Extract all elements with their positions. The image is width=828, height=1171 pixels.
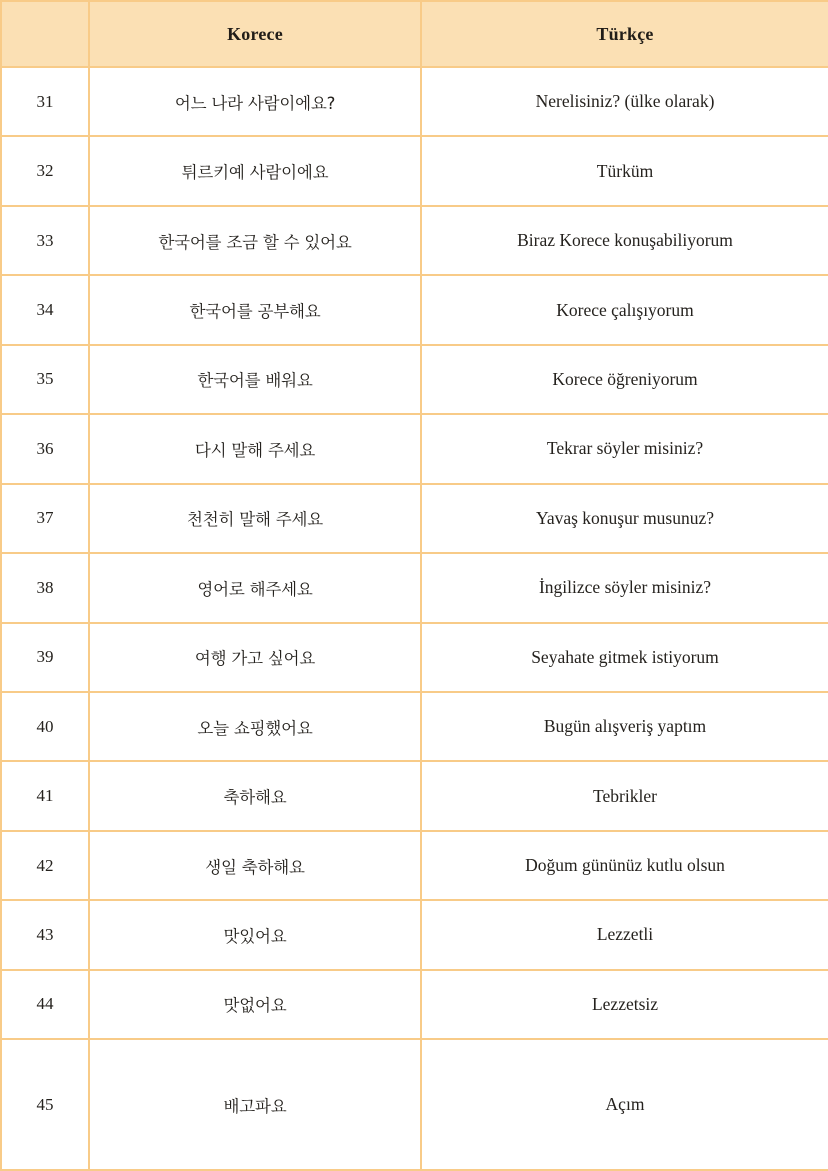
korean-cell: 축하해요 [89, 761, 421, 830]
row-number-cell: 43 [1, 900, 89, 969]
row-number-cell: 41 [1, 761, 89, 830]
turkish-cell: İngilizce söyler misiniz? [421, 553, 828, 622]
turkish-cell: Bugün alışveriş yaptım [421, 692, 828, 761]
turkish-cell: Türküm [421, 136, 828, 205]
turkish-cell: Tebrikler [421, 761, 828, 830]
table-row [1, 623, 828, 692]
row-number-cell: 31 [1, 67, 89, 136]
row-number-cell: 35 [1, 345, 89, 414]
table-row [1, 67, 828, 136]
table-row [1, 414, 828, 483]
turkish-cell: Lezzetli [421, 900, 828, 969]
row-number-cell: 34 [1, 275, 89, 344]
row-number-cell: 33 [1, 206, 89, 275]
turkish-cell: Tekrar söyler misiniz? [421, 414, 828, 483]
korean-cell: 영어로 해주세요 [89, 553, 421, 622]
turkish-cell: Lezzetsiz [421, 970, 828, 1039]
table-row [1, 275, 828, 344]
header-number-cell [1, 1, 89, 67]
korean-cell: 한국어를 조금 할 수 있어요 [89, 206, 421, 275]
row-number-cell: 40 [1, 692, 89, 761]
table-row [1, 761, 828, 830]
table-header [1, 1, 828, 67]
turkish-cell: Yavaş konuşur musunuz? [421, 484, 828, 553]
table-row [1, 345, 828, 414]
korean-cell: 튀르키예 사람이에요 [89, 136, 421, 205]
header-korece: Korece [89, 1, 421, 67]
table-row [1, 553, 828, 622]
row-number-cell: 37 [1, 484, 89, 553]
table-row [1, 206, 828, 275]
row-number-cell: 32 [1, 136, 89, 205]
korean-cell: 천천히 말해 주세요 [89, 484, 421, 553]
turkish-cell: Korece öğreniyorum [421, 345, 828, 414]
header-turkce: Türkçe [421, 1, 828, 67]
row-number-cell: 44 [1, 970, 89, 1039]
row-number-cell: 39 [1, 623, 89, 692]
korean-cell: 여행 가고 싶어요 [89, 623, 421, 692]
table-row [1, 692, 828, 761]
row-number-cell: 42 [1, 831, 89, 900]
turkish-cell: Biraz Korece konuşabiliyorum [421, 206, 828, 275]
turkish-cell: Nerelisiniz? (ülke olarak) [421, 67, 828, 136]
korean-cell: 맛없어요 [89, 970, 421, 1039]
korean-cell: 한국어를 배워요 [89, 345, 421, 414]
korean-cell: 맛있어요 [89, 900, 421, 969]
table-row [1, 900, 828, 969]
korean-cell: 어느 나라 사람이에요? [89, 67, 421, 136]
korean-cell: 배고파요 [89, 1039, 421, 1170]
korean-cell: 다시 말해 주세요 [89, 414, 421, 483]
turkish-cell: Açım [421, 1039, 828, 1170]
table-row [1, 831, 828, 900]
korean-cell: 생일 축하해요 [89, 831, 421, 900]
turkish-cell: Doğum gününüz kutlu olsun [421, 831, 828, 900]
table-row [1, 1039, 828, 1170]
row-number-cell: 38 [1, 553, 89, 622]
korean-cell: 한국어를 공부해요 [89, 275, 421, 344]
row-number-cell: 45 [1, 1039, 89, 1170]
table-row [1, 970, 828, 1039]
turkish-cell: Korece çalışıyorum [421, 275, 828, 344]
korean-cell: 오늘 쇼핑했어요 [89, 692, 421, 761]
header-row [1, 1, 828, 67]
table-body [1, 67, 828, 1170]
table-row [1, 484, 828, 553]
turkish-cell: Seyahate gitmek istiyorum [421, 623, 828, 692]
table-row [1, 136, 828, 205]
row-number-cell: 36 [1, 414, 89, 483]
